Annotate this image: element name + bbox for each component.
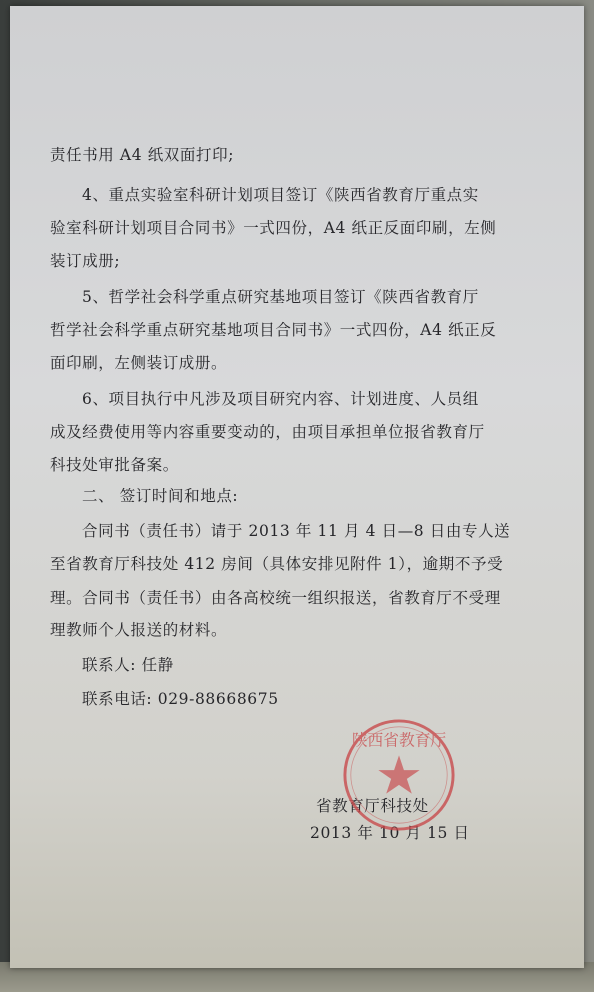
item-4-line-2: 验室科研计划项目合同书》一式四份，A4 纸正反面印刷，左侧	[50, 219, 497, 237]
section-line-1: 合同书（责任书）请于 2013 年 11 月 4 日—8 日由专人送	[82, 522, 511, 540]
item-5-line-1: 5、哲学社会科学重点研究基地项目签订《陕西省教育厅	[82, 288, 479, 306]
section-line-4: 理教师个人报送的材料。	[50, 621, 228, 639]
section-line-2: 至省教育厅科技处 412 房间（具体安排见附件 1），逾期不予受	[50, 555, 504, 573]
contact-person: 联系人: 任静	[82, 656, 174, 674]
item-6-line-1: 6、项目执行中凡涉及项目研究内容、计划进度、人员组	[82, 390, 479, 408]
item-6-line-3: 科技处审批备案。	[50, 456, 179, 474]
svg-text:陕西省教育厅: 陕西省教育厅	[351, 730, 447, 750]
contact-phone: 联系电话: 029-88668675	[82, 690, 279, 708]
section-heading: 二、 签订时间和地点:	[82, 487, 239, 505]
item-4-line-3: 装订成册;	[50, 252, 121, 270]
signature-date: 2013 年 10 月 15 日	[310, 824, 470, 842]
item-6-line-2: 成及经费使用等内容重要变动的，由项目承担单位报省教育厅	[50, 423, 485, 441]
signature-org: 省教育厅科技处	[316, 797, 429, 815]
official-seal-stamp	[340, 716, 458, 834]
section-line-3: 理。合同书（责任书）由各高校统一组织报送，省教育厅不受理	[50, 589, 501, 607]
item-4-line-1: 4、重点实验室科研计划项目签订《陕西省教育厅重点实	[82, 186, 479, 204]
item-5-line-3: 面印刷，左侧装订成册。	[50, 354, 228, 372]
line-1: 责任书用 A4 纸双面打印;	[50, 146, 235, 164]
item-5-line-2: 哲学社会科学重点研究基地项目合同书》一式四份，A4 纸正反	[50, 321, 497, 339]
document-page	[10, 6, 584, 968]
